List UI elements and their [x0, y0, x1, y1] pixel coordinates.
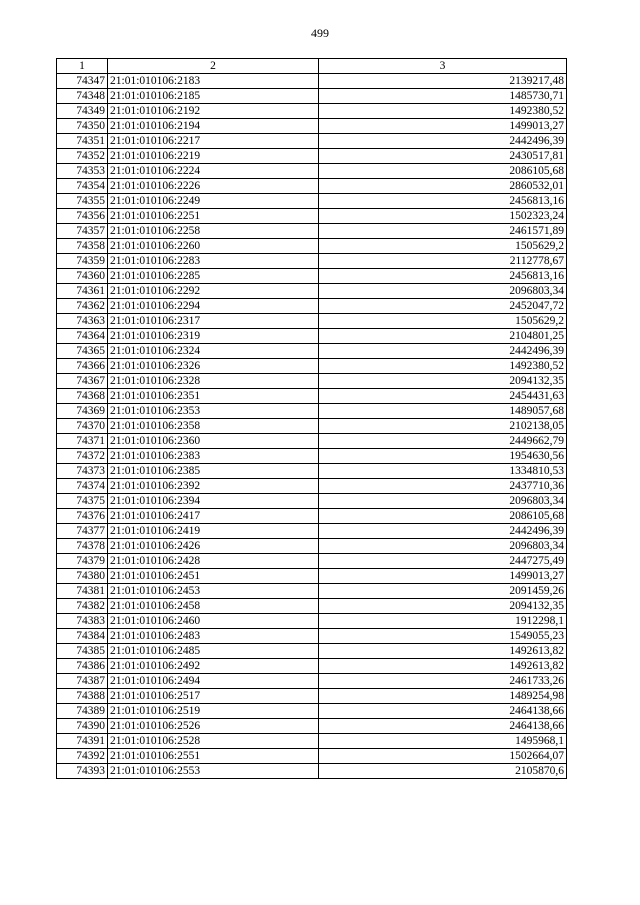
row-number-cell: 74372 — [57, 449, 108, 464]
value-cell: 2096803,34 — [319, 284, 567, 299]
value-cell: 2461571,89 — [319, 224, 567, 239]
row-number-cell: 74364 — [57, 329, 108, 344]
table-row — [57, 539, 567, 554]
table-row — [57, 509, 567, 524]
row-number-cell: 74379 — [57, 554, 108, 569]
value-cell: 2442496,39 — [319, 134, 567, 149]
table-row — [57, 389, 567, 404]
column-header-3: 3 — [319, 59, 567, 74]
cadastral-number-cell: 21:01:010106:2224 — [108, 164, 319, 179]
value-cell: 2094132,35 — [319, 374, 567, 389]
row-number-cell: 74358 — [57, 239, 108, 254]
table-row — [57, 209, 567, 224]
row-number-cell: 74351 — [57, 134, 108, 149]
value-cell: 2104801,25 — [319, 329, 567, 344]
cadastral-number-cell: 21:01:010106:2517 — [108, 689, 319, 704]
row-number-cell: 74354 — [57, 179, 108, 194]
page-number: 499 — [311, 26, 329, 40]
value-cell: 2105870,6 — [319, 764, 567, 779]
value-cell: 2464138,66 — [319, 704, 567, 719]
cadastral-number-cell: 21:01:010106:2185 — [108, 89, 319, 104]
header-row — [57, 59, 567, 74]
value-cell: 2442496,39 — [319, 524, 567, 539]
data-table — [56, 58, 567, 779]
row-number-cell: 74392 — [57, 749, 108, 764]
table-row — [57, 134, 567, 149]
value-cell: 1492613,82 — [319, 644, 567, 659]
column-header-2: 2 — [108, 59, 319, 74]
table-row — [57, 74, 567, 89]
row-number-cell: 74375 — [57, 494, 108, 509]
row-number-cell: 74348 — [57, 89, 108, 104]
table-row — [57, 344, 567, 359]
cadastral-number-cell: 21:01:010106:2394 — [108, 494, 319, 509]
row-number-cell: 74388 — [57, 689, 108, 704]
row-number-cell: 74380 — [57, 569, 108, 584]
table-body — [57, 74, 567, 779]
value-cell: 2456813,16 — [319, 194, 567, 209]
table-row — [57, 254, 567, 269]
cadastral-number-cell: 21:01:010106:2317 — [108, 314, 319, 329]
table-row — [57, 464, 567, 479]
cadastral-number-cell: 21:01:010106:2519 — [108, 704, 319, 719]
cadastral-number-cell: 21:01:010106:2249 — [108, 194, 319, 209]
table-row — [57, 89, 567, 104]
value-cell: 1505629,2 — [319, 314, 567, 329]
table-row — [57, 164, 567, 179]
row-number-cell: 74361 — [57, 284, 108, 299]
cadastral-number-cell: 21:01:010106:2485 — [108, 644, 319, 659]
cadastral-number-cell: 21:01:010106:2392 — [108, 479, 319, 494]
row-number-cell: 74371 — [57, 434, 108, 449]
row-number-cell: 74353 — [57, 164, 108, 179]
value-cell: 1502664,07 — [319, 749, 567, 764]
value-cell: 1492380,52 — [319, 104, 567, 119]
row-number-cell: 74349 — [57, 104, 108, 119]
row-number-cell: 74387 — [57, 674, 108, 689]
table-row — [57, 569, 567, 584]
value-cell: 1499013,27 — [319, 569, 567, 584]
table-row — [57, 689, 567, 704]
value-cell: 1485730,71 — [319, 89, 567, 104]
table-row — [57, 629, 567, 644]
table-row — [57, 404, 567, 419]
cadastral-number-cell: 21:01:010106:2360 — [108, 434, 319, 449]
cadastral-number-cell: 21:01:010106:2258 — [108, 224, 319, 239]
table-row — [57, 524, 567, 539]
value-cell: 2456813,16 — [319, 269, 567, 284]
value-cell: 2094132,35 — [319, 599, 567, 614]
row-number-cell: 74383 — [57, 614, 108, 629]
table-row — [57, 614, 567, 629]
cadastral-number-cell: 21:01:010106:2417 — [108, 509, 319, 524]
cadastral-number-cell: 21:01:010106:2226 — [108, 179, 319, 194]
row-number-cell: 74362 — [57, 299, 108, 314]
table-row — [57, 149, 567, 164]
cadastral-number-cell: 21:01:010106:2385 — [108, 464, 319, 479]
row-number-cell: 74355 — [57, 194, 108, 209]
row-number-cell: 74350 — [57, 119, 108, 134]
row-number-cell: 74377 — [57, 524, 108, 539]
value-cell: 2442496,39 — [319, 344, 567, 359]
row-number-cell: 74382 — [57, 599, 108, 614]
cadastral-number-cell: 21:01:010106:2419 — [108, 524, 319, 539]
table-row — [57, 449, 567, 464]
value-cell: 1505629,2 — [319, 239, 567, 254]
value-cell: 2461733,26 — [319, 674, 567, 689]
cadastral-number-cell: 21:01:010106:2294 — [108, 299, 319, 314]
table-row — [57, 584, 567, 599]
cadastral-number-cell: 21:01:010106:2460 — [108, 614, 319, 629]
cadastral-number-cell: 21:01:010106:2458 — [108, 599, 319, 614]
value-cell: 1912298,1 — [319, 614, 567, 629]
value-cell: 1489057,68 — [319, 404, 567, 419]
row-number-cell: 74385 — [57, 644, 108, 659]
table-row — [57, 284, 567, 299]
row-number-cell: 74373 — [57, 464, 108, 479]
table-row — [57, 494, 567, 509]
row-number-cell: 74352 — [57, 149, 108, 164]
cadastral-number-cell: 21:01:010106:2553 — [108, 764, 319, 779]
value-cell: 2139217,48 — [319, 74, 567, 89]
cadastral-number-cell: 21:01:010106:2194 — [108, 119, 319, 134]
value-cell: 2860532,01 — [319, 179, 567, 194]
cadastral-number-cell: 21:01:010106:2260 — [108, 239, 319, 254]
cadastral-number-cell: 21:01:010106:2426 — [108, 539, 319, 554]
row-number-cell: 74357 — [57, 224, 108, 239]
table-row — [57, 644, 567, 659]
cadastral-number-cell: 21:01:010106:2451 — [108, 569, 319, 584]
value-cell: 2096803,34 — [319, 494, 567, 509]
table-row — [57, 359, 567, 374]
cadastral-number-cell: 21:01:010106:2492 — [108, 659, 319, 674]
table-row — [57, 224, 567, 239]
table-row — [57, 674, 567, 689]
row-number-cell: 74368 — [57, 389, 108, 404]
cadastral-number-cell: 21:01:010106:2551 — [108, 749, 319, 764]
value-cell: 2086105,68 — [319, 164, 567, 179]
value-cell: 1492613,82 — [319, 659, 567, 674]
cadastral-number-cell: 21:01:010106:2192 — [108, 104, 319, 119]
table-row — [57, 314, 567, 329]
table-header — [57, 59, 567, 74]
value-cell: 2430517,81 — [319, 149, 567, 164]
cadastral-number-cell: 21:01:010106:2251 — [108, 209, 319, 224]
row-number-cell: 74376 — [57, 509, 108, 524]
cadastral-number-cell: 21:01:010106:2383 — [108, 449, 319, 464]
table-row — [57, 749, 567, 764]
table-row — [57, 479, 567, 494]
value-cell: 2447275,49 — [319, 554, 567, 569]
row-number-cell: 74391 — [57, 734, 108, 749]
table-row — [57, 194, 567, 209]
row-number-cell: 74384 — [57, 629, 108, 644]
value-cell: 1549055,23 — [319, 629, 567, 644]
value-cell: 2091459,26 — [319, 584, 567, 599]
cadastral-number-cell: 21:01:010106:2326 — [108, 359, 319, 374]
cadastral-number-cell: 21:01:010106:2283 — [108, 254, 319, 269]
row-number-cell: 74360 — [57, 269, 108, 284]
cadastral-number-cell: 21:01:010106:2483 — [108, 629, 319, 644]
table-row — [57, 239, 567, 254]
row-number-cell: 74378 — [57, 539, 108, 554]
row-number-cell: 74381 — [57, 584, 108, 599]
cadastral-number-cell: 21:01:010106:2217 — [108, 134, 319, 149]
value-cell: 2449662,79 — [319, 434, 567, 449]
value-cell: 2086105,68 — [319, 509, 567, 524]
table-row — [57, 734, 567, 749]
value-cell: 2096803,34 — [319, 539, 567, 554]
cadastral-number-cell: 21:01:010106:2358 — [108, 419, 319, 434]
value-cell: 1334810,53 — [319, 464, 567, 479]
cadastral-number-cell: 21:01:010106:2351 — [108, 389, 319, 404]
cadastral-number-cell: 21:01:010106:2494 — [108, 674, 319, 689]
cadastral-number-cell: 21:01:010106:2292 — [108, 284, 319, 299]
row-number-cell: 74390 — [57, 719, 108, 734]
row-number-cell: 74369 — [57, 404, 108, 419]
value-cell: 2437710,36 — [319, 479, 567, 494]
row-number-cell: 74386 — [57, 659, 108, 674]
value-cell: 1499013,27 — [319, 119, 567, 134]
value-cell: 2454431,63 — [319, 389, 567, 404]
cadastral-number-cell: 21:01:010106:2526 — [108, 719, 319, 734]
cadastral-number-cell: 21:01:010106:2285 — [108, 269, 319, 284]
table-row — [57, 704, 567, 719]
row-number-cell: 74370 — [57, 419, 108, 434]
table-row — [57, 719, 567, 734]
cadastral-number-cell: 21:01:010106:2324 — [108, 344, 319, 359]
row-number-cell: 74367 — [57, 374, 108, 389]
cadastral-number-cell: 21:01:010106:2353 — [108, 404, 319, 419]
cadastral-number-cell: 21:01:010106:2328 — [108, 374, 319, 389]
value-cell: 1489254,98 — [319, 689, 567, 704]
table-row — [57, 269, 567, 284]
value-cell: 2464138,66 — [319, 719, 567, 734]
table-row — [57, 179, 567, 194]
cadastral-number-cell: 21:01:010106:2183 — [108, 74, 319, 89]
row-number-cell: 74366 — [57, 359, 108, 374]
table-row — [57, 659, 567, 674]
table-row — [57, 104, 567, 119]
table-row — [57, 764, 567, 779]
row-number-cell: 74365 — [57, 344, 108, 359]
row-number-cell: 74374 — [57, 479, 108, 494]
column-header-1: 1 — [57, 59, 108, 74]
row-number-cell: 74363 — [57, 314, 108, 329]
cadastral-number-cell: 21:01:010106:2453 — [108, 584, 319, 599]
table-row — [57, 329, 567, 344]
table-row — [57, 554, 567, 569]
row-number-cell: 74389 — [57, 704, 108, 719]
row-number-cell: 74347 — [57, 74, 108, 89]
value-cell: 2112778,67 — [319, 254, 567, 269]
value-cell: 2102138,05 — [319, 419, 567, 434]
cadastral-number-cell: 21:01:010106:2319 — [108, 329, 319, 344]
value-cell: 1502323,24 — [319, 209, 567, 224]
table-row — [57, 419, 567, 434]
cadastral-number-cell: 21:01:010106:2428 — [108, 554, 319, 569]
value-cell: 1954630,56 — [319, 449, 567, 464]
row-number-cell: 74359 — [57, 254, 108, 269]
table-row — [57, 374, 567, 389]
table-row — [57, 599, 567, 614]
table-row — [57, 434, 567, 449]
value-cell: 1492380,52 — [319, 359, 567, 374]
row-number-cell: 74356 — [57, 209, 108, 224]
value-cell: 1495968,1 — [319, 734, 567, 749]
value-cell: 2452047,72 — [319, 299, 567, 314]
table-row — [57, 119, 567, 134]
cadastral-number-cell: 21:01:010106:2219 — [108, 149, 319, 164]
table-row — [57, 299, 567, 314]
row-number-cell: 74393 — [57, 764, 108, 779]
cadastral-number-cell: 21:01:010106:2528 — [108, 734, 319, 749]
